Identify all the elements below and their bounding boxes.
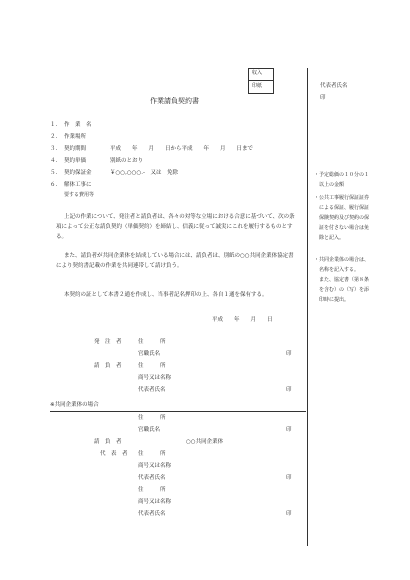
note-line: による保証、履行保証	[314, 205, 370, 211]
item-no: ３．	[50, 146, 62, 152]
date-line: 平成 年 月 日	[212, 317, 273, 323]
jv-rep-name-label: 代表者氏名	[138, 475, 166, 481]
jv-name: ○○共同企業体	[186, 439, 224, 445]
item-no: １．	[50, 122, 62, 128]
stamp-label-top: 収入	[252, 70, 263, 76]
note-line: 名称を記入する。	[314, 267, 360, 273]
seal-mark: 印	[286, 387, 292, 393]
seal-mark: 印	[286, 511, 292, 517]
jv-rep-address-label: 住 所	[138, 451, 166, 457]
margin-divider	[307, 68, 308, 546]
sidebar-seal: 印	[320, 95, 326, 101]
item-label: 契約単価	[64, 158, 87, 164]
contractor-role: 請 負 者	[94, 363, 122, 369]
item-label: 契約期間	[64, 146, 87, 152]
jv-rep-role: 代 表 者	[100, 451, 128, 457]
note-line: ・予定総価の１０分の１	[314, 172, 370, 178]
page-title: 作業請負契約書	[150, 97, 199, 105]
jv-contractor-role: 請 負 者	[94, 439, 122, 445]
item-sub-label: 要する費用等	[64, 192, 95, 198]
note-line: 保険契約及び契約の保	[314, 215, 370, 221]
item-value: 別紙のとおり	[110, 158, 144, 164]
note-line: 証を付さない場合は免	[314, 225, 370, 231]
stamp-label-bottom: 印紙	[252, 83, 263, 89]
item-label: 契約保証金	[64, 170, 92, 176]
jv-address-label: 住 所	[138, 415, 166, 421]
item-no: ４．	[50, 158, 62, 164]
note-line: を含む）の（写）を添	[314, 287, 370, 293]
item-no: ２．	[50, 134, 62, 140]
orderer-address-label: 住 所	[138, 339, 166, 345]
note-line: また、協定書（第８条	[314, 277, 370, 283]
item-value: 平成 年 月 日から平成 年 月 日まで	[110, 146, 254, 152]
seal-mark: 印	[286, 427, 292, 433]
item-label: 作業場所	[64, 134, 87, 140]
jv-member-name-label: 代表者氏名	[138, 511, 166, 517]
note-line: 以上の金額	[314, 182, 345, 188]
orderer-name-label: 官職氏名	[138, 351, 161, 357]
note-line: 除と記入。	[314, 235, 345, 241]
paragraph-execution: 本契約の証として本書２通を作成し、当事者記名押印の上、各自１通を保有する。	[64, 292, 268, 298]
jv-rep-company-label: 商号又は名称	[138, 463, 172, 469]
orderer-role: 発 注 者	[94, 339, 122, 345]
jv-divider	[50, 411, 306, 412]
note-line: ・公共工事履行保証証券	[314, 195, 370, 201]
seal-mark: 印	[286, 475, 292, 481]
item-label: 解体工事に	[64, 182, 92, 188]
contractor-rep-label: 代表者氏名	[138, 387, 166, 393]
note-line: ・共同企業体の場合は、	[314, 257, 370, 263]
jv-member-address-label: 住 所	[138, 487, 166, 493]
contractor-company-label: 商号又は名称	[138, 375, 172, 381]
note-line: 印時に提出。	[314, 297, 350, 303]
jv-member-company-label: 商号又は名称	[138, 499, 172, 505]
item-label: 作 業 名	[64, 122, 92, 128]
jv-name-label: 官職氏名	[138, 427, 161, 433]
item-no: ５．	[50, 170, 62, 176]
contractor-address-label: 住 所	[138, 363, 166, 369]
jv-heading: ※共同企業体の場合	[50, 402, 99, 408]
seal-mark: 印	[286, 351, 292, 357]
item-no: ６．	[50, 182, 62, 188]
paragraph-terms: 上記の作業について、発注者と請負者は、各々の対等な立場における合意に基づいて、次の条項によって公正な請負契約（単価契約）を締結し、信義に従って誠実にこれを履行するものとする。	[56, 214, 295, 240]
sidebar-rep-label: 代表者氏名	[320, 83, 348, 89]
item-value: ￥○○,○○○.- 又は 免除	[110, 170, 178, 176]
paragraph-jv: また、請負者が共同企業体を結成している場合には、請負者は、別紙の○○共同企業体協定書により契約書記載の作業を共同連帯して請け負う。	[56, 253, 294, 269]
